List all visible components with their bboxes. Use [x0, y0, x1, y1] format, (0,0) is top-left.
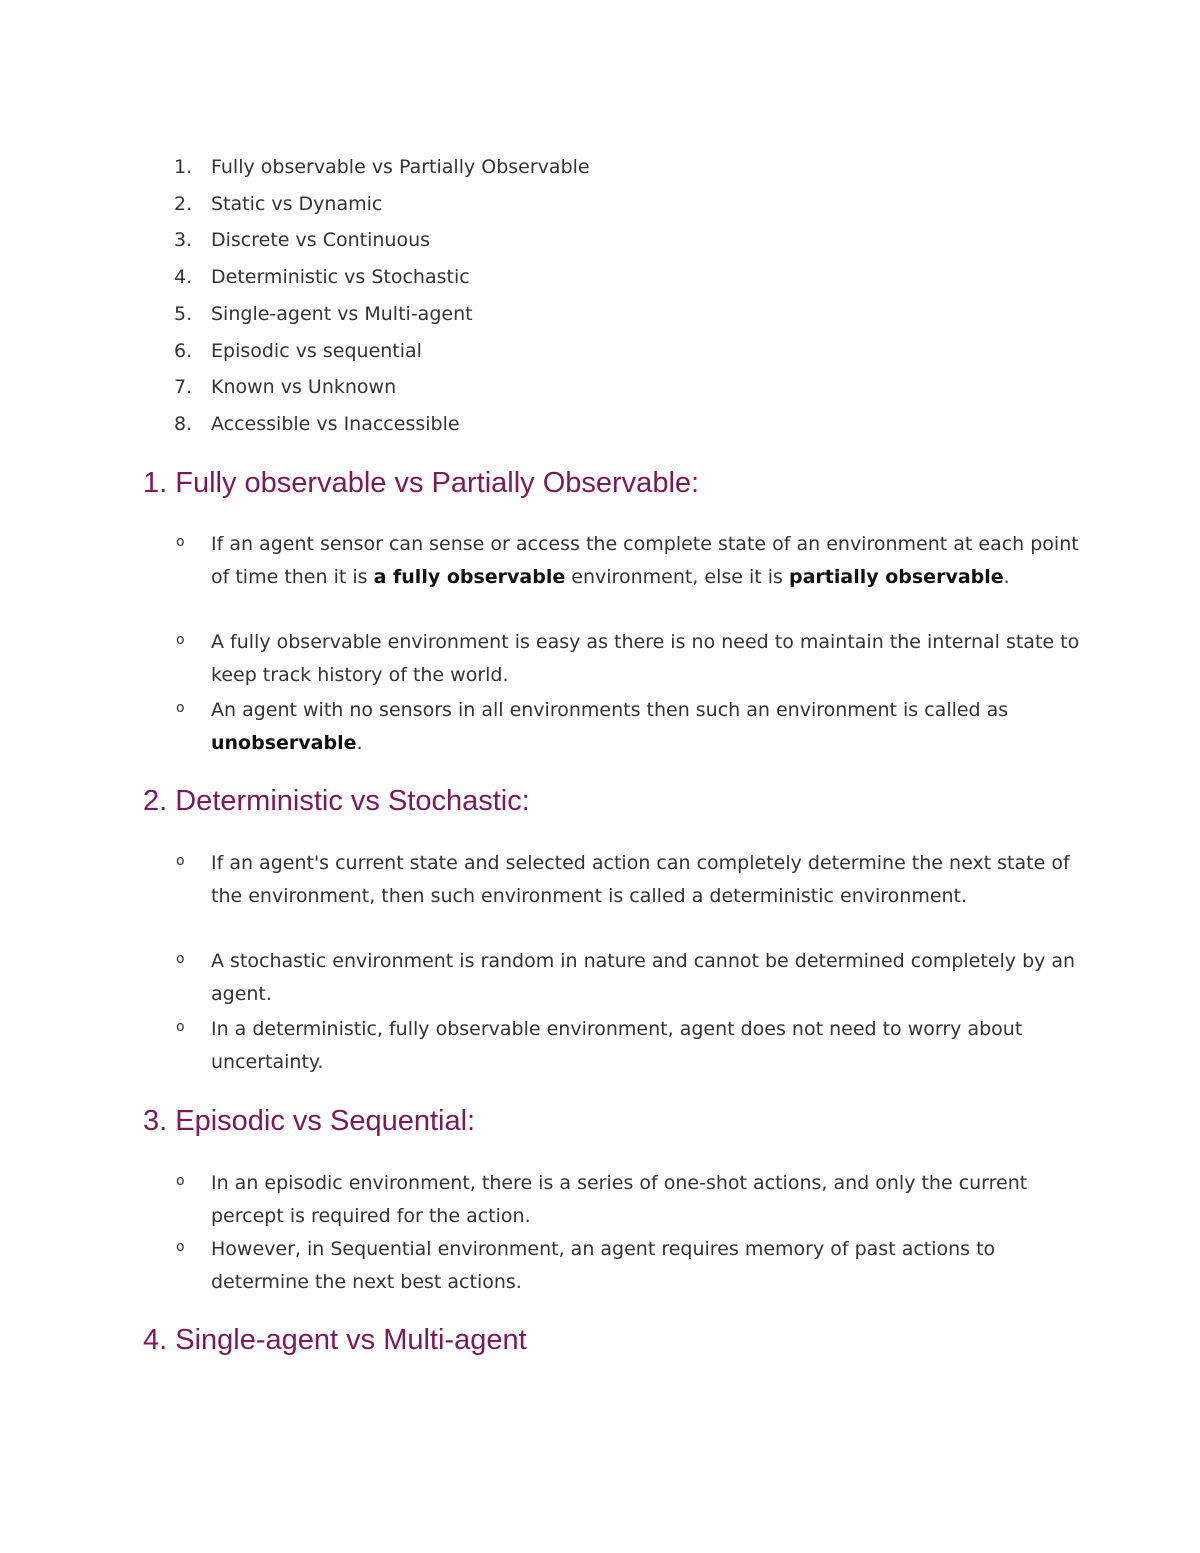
text-run: .: [1003, 566, 1010, 588]
bullet-marker: o: [176, 1239, 185, 1255]
list-text: Deterministic vs Stochastic: [211, 266, 470, 288]
bullet-text: In a deterministic, fully observable environment, agent does not need to worry about uncertainty.: [211, 1018, 1023, 1073]
bullet-marker: o: [176, 853, 185, 869]
section-heading: 1. Fully observable vs Partially Observable:: [143, 467, 700, 499]
bullet-marker: o: [176, 1019, 185, 1035]
list-text: Accessible vs Inaccessible: [211, 413, 460, 435]
bullet-text: A fully observable environment is easy as there is no need to maintain the internal state to keep track history of the world.: [211, 631, 1080, 686]
bullet-text: A stochastic environment is random in nature and cannot be determined completely by an agent.: [211, 950, 1076, 1005]
bullet-marker: o: [176, 632, 185, 648]
list-text: Static vs Dynamic: [211, 193, 383, 215]
list-text: Known vs Unknown: [211, 376, 397, 398]
list-number: 2.: [174, 193, 193, 215]
list-number: 7.: [174, 376, 193, 398]
list-number: 4.: [174, 266, 193, 288]
list-number: 3.: [174, 229, 193, 251]
list-text: Discrete vs Continuous: [211, 229, 431, 251]
section-heading: 4. Single-agent vs Multi-agent: [143, 1324, 527, 1356]
list-text: Episodic vs sequential: [211, 340, 422, 362]
bullet-marker: o: [176, 1173, 185, 1189]
list-number: 1.: [174, 156, 193, 178]
list-number: 6.: [174, 340, 193, 362]
text-run: If an agent sensor can sense or access the complete state of an environment at each point of time then it is: [211, 533, 1079, 588]
section-heading: 3. Episodic vs Sequential:: [143, 1105, 476, 1137]
list-number: 5.: [174, 303, 193, 325]
bullet-marker: o: [176, 534, 185, 550]
bullet-text: However, in Sequential environment, an agent requires memory of past actions to determine the next best actions.: [211, 1238, 996, 1293]
bullet-text: [211, 528, 1081, 594]
bold-text: unobservable: [211, 732, 357, 754]
text-run: environment, else it is: [565, 566, 789, 588]
list-number: 8.: [174, 413, 193, 435]
bullet-marker: o: [176, 951, 185, 967]
section-heading: 2. Deterministic vs Stochastic:: [143, 785, 530, 817]
bullet-marker: o: [176, 700, 185, 716]
bold-text: partially observable: [788, 566, 1004, 588]
list-text: Fully observable vs Partially Observable: [211, 156, 590, 178]
bullet-text: [211, 694, 1081, 760]
bullet-text: In an episodic environment, there is a series of one-shot actions, and only the current percept is required for the action.: [211, 1172, 1028, 1227]
bold-text: a fully observable: [373, 566, 566, 588]
text-run: An agent with no sensors in all environments then such an environment is called as: [211, 699, 1009, 721]
bullet-text: If an agent's current state and selected action can completely determine the next state of the environment, then such environment is called a deterministic environment.: [211, 852, 1070, 907]
text-run: .: [356, 732, 363, 754]
list-text: Single-agent vs Multi-agent: [211, 303, 473, 325]
